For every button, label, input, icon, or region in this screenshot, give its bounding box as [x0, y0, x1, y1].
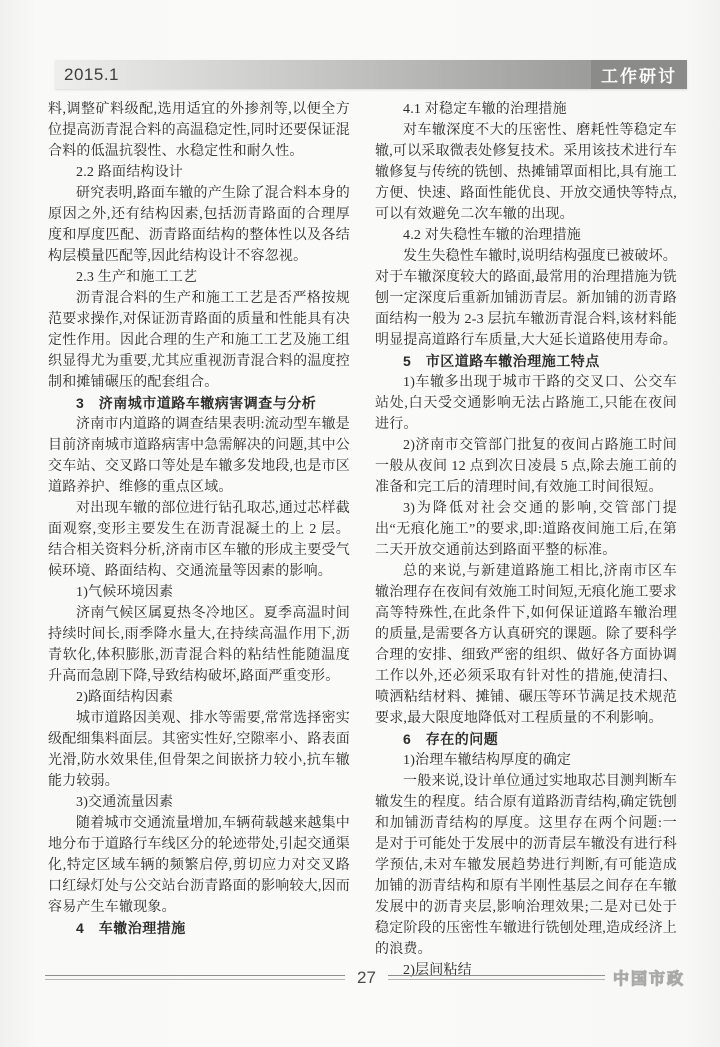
paragraph: 城市道路因美观、排水等需要,常常选择密实级配细集料面层。其密实性好,空隙率小、路表面光滑,防水效果佳,但骨架之间嵌挤力较小,抗车辙能力较弱。 [48, 711, 350, 789]
left-column [48, 99, 350, 981]
paragraph: 1)治理车辙结构厚度的确定 [403, 753, 572, 768]
paragraph: 总的来说,与新建道路施工相比,济南市区车辙治理存在夜间有效施工时间短,无痕化施工要求高等特殊性,在此条件下,如何保证道路车辙治理的质量,是需要各方认真研究的课题。除了要科学合理的安排、细致严密的组织、做好各方面协调工作以外,还必须采取有针对性的措施,使清扫、喷洒粘结材料、摊铺、碾压等环节满足技术规范要求,最大限度地降低对工程质量的不利影响。 [375, 564, 677, 726]
section-heading: 3 济南城市道路车辙病害调查与分析 [76, 395, 317, 411]
paragraph: 2)层间粘结 [403, 963, 472, 978]
right-column [375, 99, 677, 981]
issue-label: 2015.1 [64, 64, 119, 84]
section-heading: 5 市区道路车辙治理施工特点 [403, 353, 600, 369]
paragraph: 随着城市交通流量增加,车辆荷载越来越集中地分布于道路行车线区分的轮迹带处,引起交通渠化,特定区域车辆的频繁启停,剪切应力对交叉路口红绿灯处与公交站台沥青路面的影响较大,因而容易产生车辙现象。 [48, 816, 350, 915]
page-header-bar [55, 60, 687, 89]
paragraph: 料,调整矿料级配,选用适宜的外掺剂等,以便全方位提高沥青混合料的高温稳定性,同时还要保证混合料的低温抗裂性、水稳定性和耐久性。 [48, 102, 350, 159]
paragraph: 2)路面结构因素 [76, 690, 174, 705]
paragraph: 1)气候环境因素 [76, 585, 174, 600]
paragraph: 2.3 生产和施工工艺 [76, 270, 198, 285]
paragraph: 对出现车辙的部位进行钻孔取芯,通过芯样截面观察,变形主要发生在沥青混凝土的上 2 层。结合相关资料分析,济南市区车辙的形成主要受气候环境、路面结构、交通流量等因素的影响。 [48, 501, 350, 579]
paragraph: 发生失稳性车辙时,说明结构强度已被破坏。对于车辙深度较大的路面,最常用的治理措施为铣刨一定深度后重新加铺沥青层。新加铺的沥青路面结构一般为 2-3 层抗车辙沥青混合料,该材料能明显提高道路行车质量,大大延长道路使用寿命。 [375, 249, 677, 348]
paragraph: 济南市内道路的调查结果表明:流动型车辙是目前济南城市道路病害中急需解决的问题,其中公交车站、交叉路口等处是车辙多发地段,也是市区道路养护、维修的重点区域。 [48, 417, 350, 495]
page-footer [45, 966, 685, 989]
paragraph: 3)为降低对社会交通的影响,交管部门提出“无痕化施工”的要求,即:道路夜间施工后,在第二天开放交通前达到路面平整的标准。 [375, 501, 677, 558]
column-title: 工作研讨 [591, 60, 687, 89]
paragraph: 对车辙深度不大的压密性、磨耗性等稳定车辙,可以采取微表处修复技术。采用该技术进行车辙修复与传统的铣刨、热摊铺罩面相比,具有施工方便、快速、路面性能优良、开放交通快等特点,可以有效避免二次车辙的出现。 [375, 123, 677, 222]
section-heading: 6 存在的问题 [403, 731, 499, 747]
paragraph: 3)交通流量因素 [76, 795, 174, 810]
page-number: 27 [357, 968, 376, 987]
paragraph: 2.2 路面结构设计 [76, 165, 183, 180]
paragraph: 2)济南市交管部门批复的夜间占路施工时间一般从夜间 12 点到次日凌晨 5 点,除去施工前的准备和完工后的清理时间,有效施工时间很短。 [375, 438, 677, 495]
article-body [48, 99, 678, 981]
paragraph: 4.2 对失稳性车辙的治理措施 [403, 228, 581, 243]
footer-rule-right [388, 975, 605, 980]
paragraph: 一般来说,设计单位通过实地取芯目测判断车辙发生的程度。结合原有道路沥青结构,确定铣刨和加铺沥青结构的厚度。这里存在两个问题:一是对于可能处于发展中的沥青层车辙没有进行科学预估,未对车辙发展趋势进行判断,有可能造成加铺的沥青结构和原有半刚性基层之间存在车辙发展中的沥青夹层,影响治理效果;二是对已处于稳定阶段的压密性车辙进行铣刨处理,造成经济上的浪费。 [375, 774, 677, 957]
paragraph: 4.1 对稳定车辙的治理措施 [403, 102, 567, 117]
journal-logo: 中国市政 [612, 971, 685, 988]
footer-rule-left [45, 975, 345, 980]
paragraph: 沥青混合料的生产和施工工艺是否严格按规范要求操作,对保证沥青路面的质量和性能具有决定性作用。因此合理的生产和施工工艺及施工组织显得尤为重要,尤其应重视沥青混合料的温度控制和摊铺碾压的配套组合。 [48, 291, 350, 390]
section-heading: 4 车辙治理措施 [76, 920, 186, 936]
paragraph: 1)车辙多出现于城市干路的交叉口、公交车站处,白天受交通影响无法占路施工,只能在夜间进行。 [375, 375, 677, 432]
paragraph: 研究表明,路面车辙的产生除了混合料本身的原因之外,还有结构因素,包括沥青路面的合理厚度和厚度匹配、沥青路面结构的整体性以及各结构层模量匹配等,因此结构设计不容忽视。 [48, 186, 350, 264]
paragraph: 济南气候区属夏热冬冷地区。夏季高温时间持续时间长,雨季降水量大,在持续高温作用下,沥青软化,体积膨胀,沥青混合料的粘结性能随温度升高而急剧下降,导致结构破坏,路面严重变形。 [48, 606, 350, 684]
